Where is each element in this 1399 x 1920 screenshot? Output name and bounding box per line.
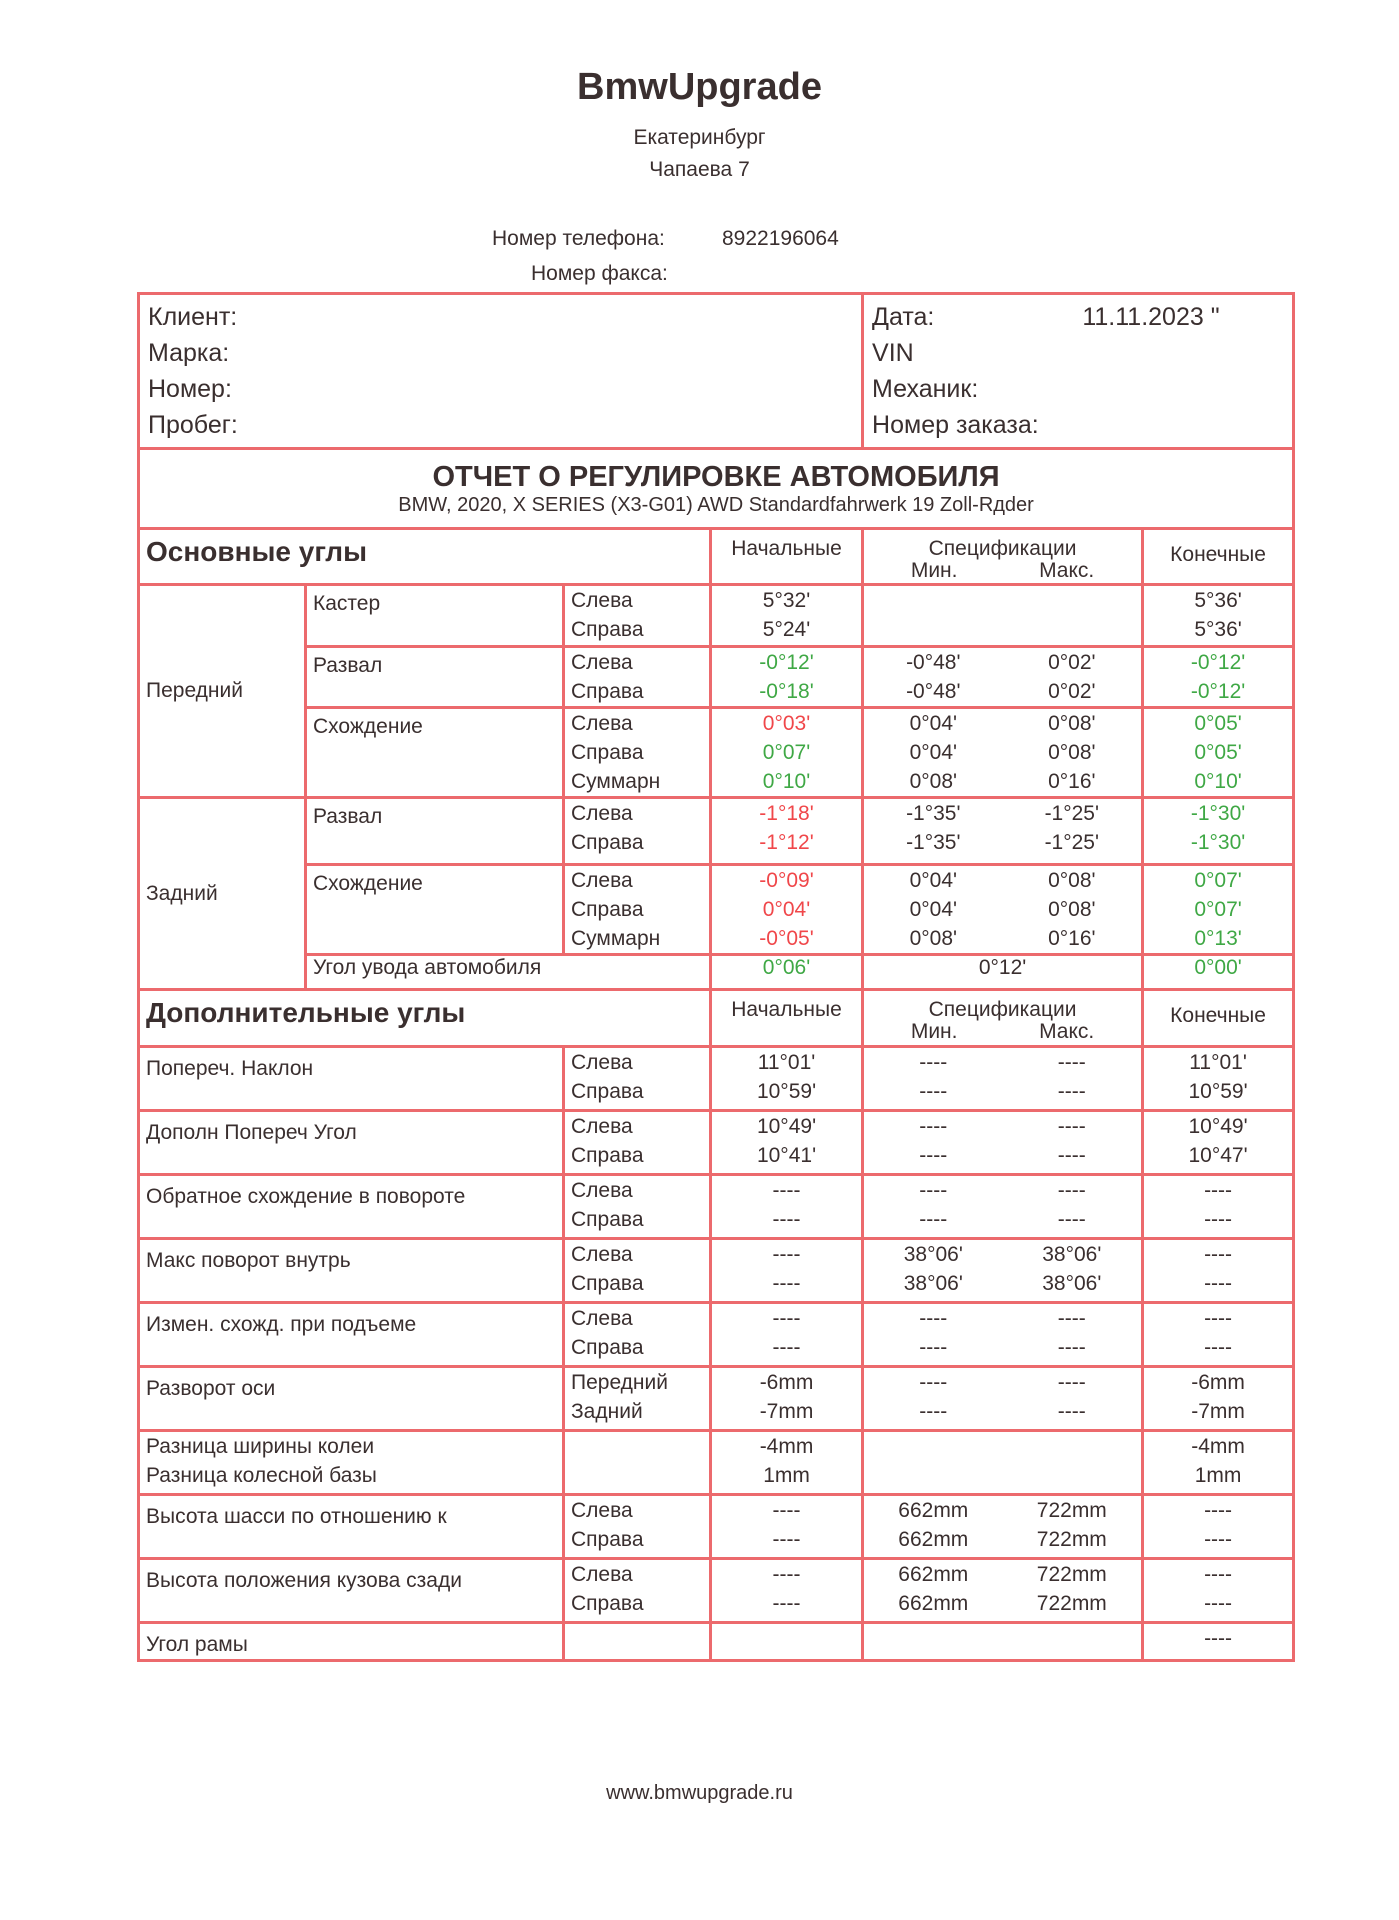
- value: Справа: [571, 898, 644, 921]
- value: Справа: [571, 1336, 644, 1359]
- value: ----: [1204, 1499, 1233, 1522]
- value: 0°03': [762, 712, 811, 735]
- value: Слева: [571, 1499, 633, 1522]
- value: ----: [1204, 1272, 1233, 1295]
- value: 38°06': [903, 1243, 963, 1266]
- value: 5°32': [762, 589, 811, 612]
- value: Слева: [571, 1179, 633, 1202]
- value: Суммарн: [571, 770, 661, 793]
- value: ----: [1204, 1243, 1233, 1266]
- value: -1°18': [759, 802, 814, 825]
- value: ----: [1204, 1307, 1233, 1330]
- report-title: ОТЧЕТ О РЕГУЛИРОВКЕ АВТОМОБИЛЯ: [432, 460, 1000, 493]
- col-spec: Спецификации: [928, 998, 1077, 1021]
- section-header: [139, 990, 1294, 1047]
- alignment-report-table: [137, 292, 1295, 1662]
- table-row: [139, 1367, 1294, 1431]
- value: 0°04': [909, 741, 958, 764]
- value: ----: [772, 1179, 801, 1202]
- table-row: [139, 1111, 1294, 1175]
- param-name: Угол увода автомобиля: [306, 955, 711, 990]
- value: -1°12': [759, 831, 814, 854]
- value: ----: [772, 1499, 801, 1522]
- value: -4mm: [1191, 1435, 1245, 1458]
- table-row: [139, 1623, 1294, 1661]
- value: 722mm: [1036, 1563, 1107, 1586]
- value: -1°35': [906, 802, 961, 825]
- value: ----: [1204, 1336, 1233, 1359]
- value: 0°10': [1194, 770, 1242, 793]
- value: Суммарн: [571, 927, 661, 950]
- value: -4mm: [759, 1435, 814, 1458]
- value: [1009, 1624, 1136, 1653]
- value: [1009, 586, 1136, 615]
- value: Справа: [571, 1208, 644, 1231]
- value: Слева: [571, 1243, 633, 1266]
- value: ----: [772, 1592, 801, 1615]
- value: ----: [772, 1243, 801, 1266]
- value: ----: [772, 1307, 801, 1330]
- value: 0°08': [909, 770, 958, 793]
- value: 662mm: [898, 1499, 969, 1522]
- param-name: Кастер: [306, 585, 564, 647]
- value: 0°07': [1194, 869, 1242, 892]
- value: ----: [772, 1272, 801, 1295]
- table-row: [139, 1559, 1294, 1623]
- section-title: Дополнительные углы: [139, 990, 711, 1047]
- value: ----: [1204, 1179, 1233, 1202]
- value: 38°06': [1042, 1243, 1102, 1266]
- group-label: Задний: [139, 798, 306, 990]
- col-final: Конечные: [1143, 990, 1294, 1047]
- number-label: Номер:: [148, 375, 232, 403]
- value: -1°35': [906, 831, 961, 854]
- value: ----: [919, 1144, 948, 1167]
- table-row: [139, 1495, 1294, 1559]
- value: -0°12': [1190, 651, 1246, 674]
- value: 38°06': [1042, 1272, 1102, 1295]
- col-max: Макс.: [1039, 1020, 1095, 1043]
- value: ----: [919, 1051, 948, 1074]
- order-label: Номер заказа:: [872, 411, 1039, 439]
- mileage-label: Пробег:: [148, 411, 238, 439]
- value: Попереч. Наклон: [146, 1057, 314, 1080]
- value: 0°16': [1048, 927, 1096, 950]
- value: 722mm: [1036, 1528, 1107, 1551]
- value: 1mm: [763, 1464, 810, 1487]
- company-city: Екатеринбург: [633, 126, 766, 149]
- value: 0°06': [711, 955, 863, 990]
- value: Обратное схождение в повороте: [146, 1185, 466, 1208]
- table-row: [139, 798, 1294, 865]
- date-label: Дата:: [872, 303, 935, 331]
- value: 0°05': [1194, 712, 1242, 735]
- value: Справа: [571, 1272, 644, 1295]
- value: ----: [919, 1080, 948, 1103]
- value: Разворот оси: [146, 1377, 276, 1400]
- value: 0°12': [863, 955, 1143, 990]
- vehicle-description: BMW, 2020, X SERIES (X3-G01) AWD Standardfahrwerk 19 Zoll-Rдder: [398, 493, 1034, 516]
- value: -0°12': [1190, 680, 1246, 703]
- value: 0°04': [762, 898, 811, 921]
- value: 0°08': [1048, 869, 1096, 892]
- value: -0°48': [906, 680, 961, 703]
- value: 722mm: [1036, 1499, 1107, 1522]
- value: Справа: [571, 741, 644, 764]
- value: [1009, 1461, 1136, 1490]
- param-name: Развал: [306, 647, 564, 708]
- value: Слева: [571, 589, 633, 612]
- value: ----: [1204, 1208, 1233, 1231]
- value: [870, 1461, 997, 1490]
- value: 1mm: [1194, 1464, 1242, 1487]
- value: -1°30': [1190, 831, 1246, 854]
- value: -0°05': [759, 927, 814, 950]
- value: 0°08': [1048, 712, 1096, 735]
- value: -0°12': [759, 651, 814, 674]
- col-max: Макс.: [1039, 559, 1095, 582]
- value: ----: [919, 1307, 948, 1330]
- value: ----: [919, 1400, 948, 1423]
- value: Разница ширины колеи: [146, 1435, 375, 1458]
- value: ----: [772, 1528, 801, 1551]
- value: [1009, 1432, 1136, 1461]
- value: ----: [919, 1208, 948, 1231]
- value: -7mm: [1191, 1400, 1245, 1423]
- value: [718, 1624, 855, 1653]
- section-header: [139, 529, 1294, 585]
- company-name: BmwUpgrade: [577, 66, 822, 108]
- value: 10°41': [756, 1144, 817, 1167]
- group-label: Передний: [139, 585, 306, 798]
- value: ----: [1057, 1307, 1086, 1330]
- value: 0°02': [1048, 651, 1096, 674]
- col-spec: Спецификации: [928, 537, 1077, 560]
- value: -0°18': [759, 680, 814, 703]
- value: Справа: [571, 618, 644, 641]
- value: ----: [1057, 1371, 1086, 1394]
- col-initial: Начальные: [711, 529, 863, 585]
- col-min: Мин.: [910, 559, 958, 582]
- value: Слева: [571, 651, 633, 674]
- value: Справа: [571, 1592, 644, 1615]
- value: [870, 1432, 997, 1461]
- value: 0°04': [909, 869, 958, 892]
- value: ----: [1204, 1627, 1233, 1650]
- value: 11°01': [757, 1051, 816, 1074]
- value: 0°08': [1048, 898, 1096, 921]
- value: 10°49': [756, 1115, 817, 1138]
- table-row: [139, 585, 1294, 647]
- value: Измен. схожд. при подъеме: [146, 1313, 417, 1336]
- value: 0°07': [1194, 898, 1242, 921]
- value: [1009, 615, 1136, 644]
- value: Слева: [571, 1051, 633, 1074]
- value: ----: [1057, 1051, 1086, 1074]
- value: -0°09': [759, 869, 814, 892]
- value: Макс поворот внутрь: [146, 1249, 351, 1272]
- value: Высота положения кузова сзади: [146, 1569, 462, 1592]
- value: -1°25': [1044, 831, 1100, 854]
- value: 0°00': [1143, 955, 1294, 990]
- table-row: [139, 1175, 1294, 1239]
- section-title: Основные углы: [139, 529, 711, 585]
- value: 10°47': [1188, 1144, 1248, 1167]
- value: ----: [772, 1208, 801, 1231]
- value: ----: [772, 1336, 801, 1359]
- value: 0°08': [909, 927, 958, 950]
- mechanic-label: Механик:: [872, 375, 979, 403]
- value: Справа: [571, 1080, 644, 1103]
- table-row: [139, 955, 1294, 990]
- col-initial: Начальные: [711, 990, 863, 1047]
- value: -1°25': [1044, 802, 1100, 825]
- value: [870, 1624, 997, 1653]
- value: Слева: [571, 1307, 633, 1330]
- value: Слева: [571, 1563, 633, 1586]
- param-name: Схождение: [306, 708, 564, 798]
- value: 0°02': [1048, 680, 1096, 703]
- table-row: [139, 1239, 1294, 1303]
- date-value: 11.11.2023 ": [1082, 303, 1220, 331]
- value: 10°49': [1188, 1115, 1248, 1138]
- value: Справа: [571, 1528, 644, 1551]
- value: 10°59': [1188, 1080, 1248, 1103]
- value: 0°07': [762, 741, 811, 764]
- param-name: Развал: [306, 798, 564, 865]
- value: ----: [1057, 1336, 1086, 1359]
- value: 0°10': [762, 770, 811, 793]
- brand-label: Марка:: [148, 339, 230, 367]
- value: [870, 586, 997, 615]
- value: Дополн Попереч Угол: [146, 1121, 357, 1144]
- value: ----: [919, 1179, 948, 1202]
- col-min: Мин.: [910, 1020, 958, 1043]
- value: ----: [1204, 1528, 1233, 1551]
- customer-info: [139, 294, 1294, 449]
- value: 11°01': [1189, 1051, 1247, 1074]
- value: ----: [1057, 1080, 1086, 1103]
- value: Разница колесной базы: [146, 1464, 377, 1487]
- value: 5°36': [1194, 589, 1242, 612]
- value: ----: [1057, 1144, 1086, 1167]
- footer-website: www.bmwupgrade.ru: [606, 1782, 793, 1804]
- value: ----: [1057, 1115, 1086, 1138]
- table-row: [139, 1431, 1294, 1495]
- value: Слева: [571, 802, 633, 825]
- value: 662mm: [898, 1528, 969, 1551]
- table-row: [139, 1047, 1294, 1111]
- value: ----: [919, 1371, 948, 1394]
- value: ----: [1057, 1400, 1086, 1423]
- value: 662mm: [898, 1592, 969, 1615]
- value: 0°16': [1048, 770, 1096, 793]
- col-final: Конечные: [1143, 529, 1294, 585]
- table-row: [139, 647, 1294, 708]
- value: 662mm: [898, 1563, 969, 1586]
- value: Слева: [571, 712, 633, 735]
- value: ----: [919, 1336, 948, 1359]
- value: Передний: [571, 1371, 668, 1394]
- param-name: Схождение: [306, 865, 564, 955]
- value: Высота шасси по отношению к: [146, 1505, 447, 1528]
- client-label: Клиент:: [148, 303, 238, 331]
- value: Справа: [571, 680, 644, 703]
- value: [571, 1461, 703, 1490]
- value: Справа: [571, 831, 644, 854]
- value: Задний: [571, 1400, 643, 1423]
- phone-value: 8922196064: [722, 227, 839, 250]
- value: Угол рамы: [146, 1633, 248, 1656]
- value: ----: [1204, 1563, 1233, 1586]
- value: -0°48': [906, 651, 961, 674]
- fax-label: Номер факса:: [531, 262, 668, 285]
- value: 0°05': [1194, 741, 1242, 764]
- value: 5°24': [762, 618, 811, 641]
- value: 0°04': [909, 712, 958, 735]
- value: ----: [1204, 1592, 1233, 1615]
- value: Слева: [571, 869, 633, 892]
- value: 0°04': [909, 898, 958, 921]
- value: ----: [772, 1563, 801, 1586]
- table-row: [139, 865, 1294, 955]
- table-row: [139, 708, 1294, 798]
- value: 0°08': [1048, 741, 1096, 764]
- vin-label: VIN: [872, 339, 914, 367]
- phone-label: Номер телефона:: [492, 227, 665, 250]
- value: [571, 1432, 703, 1461]
- value: -7mm: [759, 1400, 814, 1423]
- value: -6mm: [1191, 1371, 1245, 1394]
- company-address: Чапаева 7: [649, 158, 750, 181]
- value: [870, 615, 997, 644]
- table-row: [139, 1303, 1294, 1367]
- value: ----: [919, 1115, 948, 1138]
- value: -1°30': [1190, 802, 1246, 825]
- value: Слева: [571, 1115, 633, 1138]
- value: ----: [1057, 1208, 1086, 1231]
- value: 5°36': [1194, 618, 1242, 641]
- value: 38°06': [903, 1272, 963, 1295]
- value: 10°59': [756, 1080, 817, 1103]
- value: 0°13': [1194, 927, 1242, 950]
- value: ----: [1057, 1179, 1086, 1202]
- value: [571, 1624, 703, 1653]
- value: 722mm: [1036, 1592, 1107, 1615]
- value: Справа: [571, 1144, 644, 1167]
- value: -6mm: [759, 1371, 814, 1394]
